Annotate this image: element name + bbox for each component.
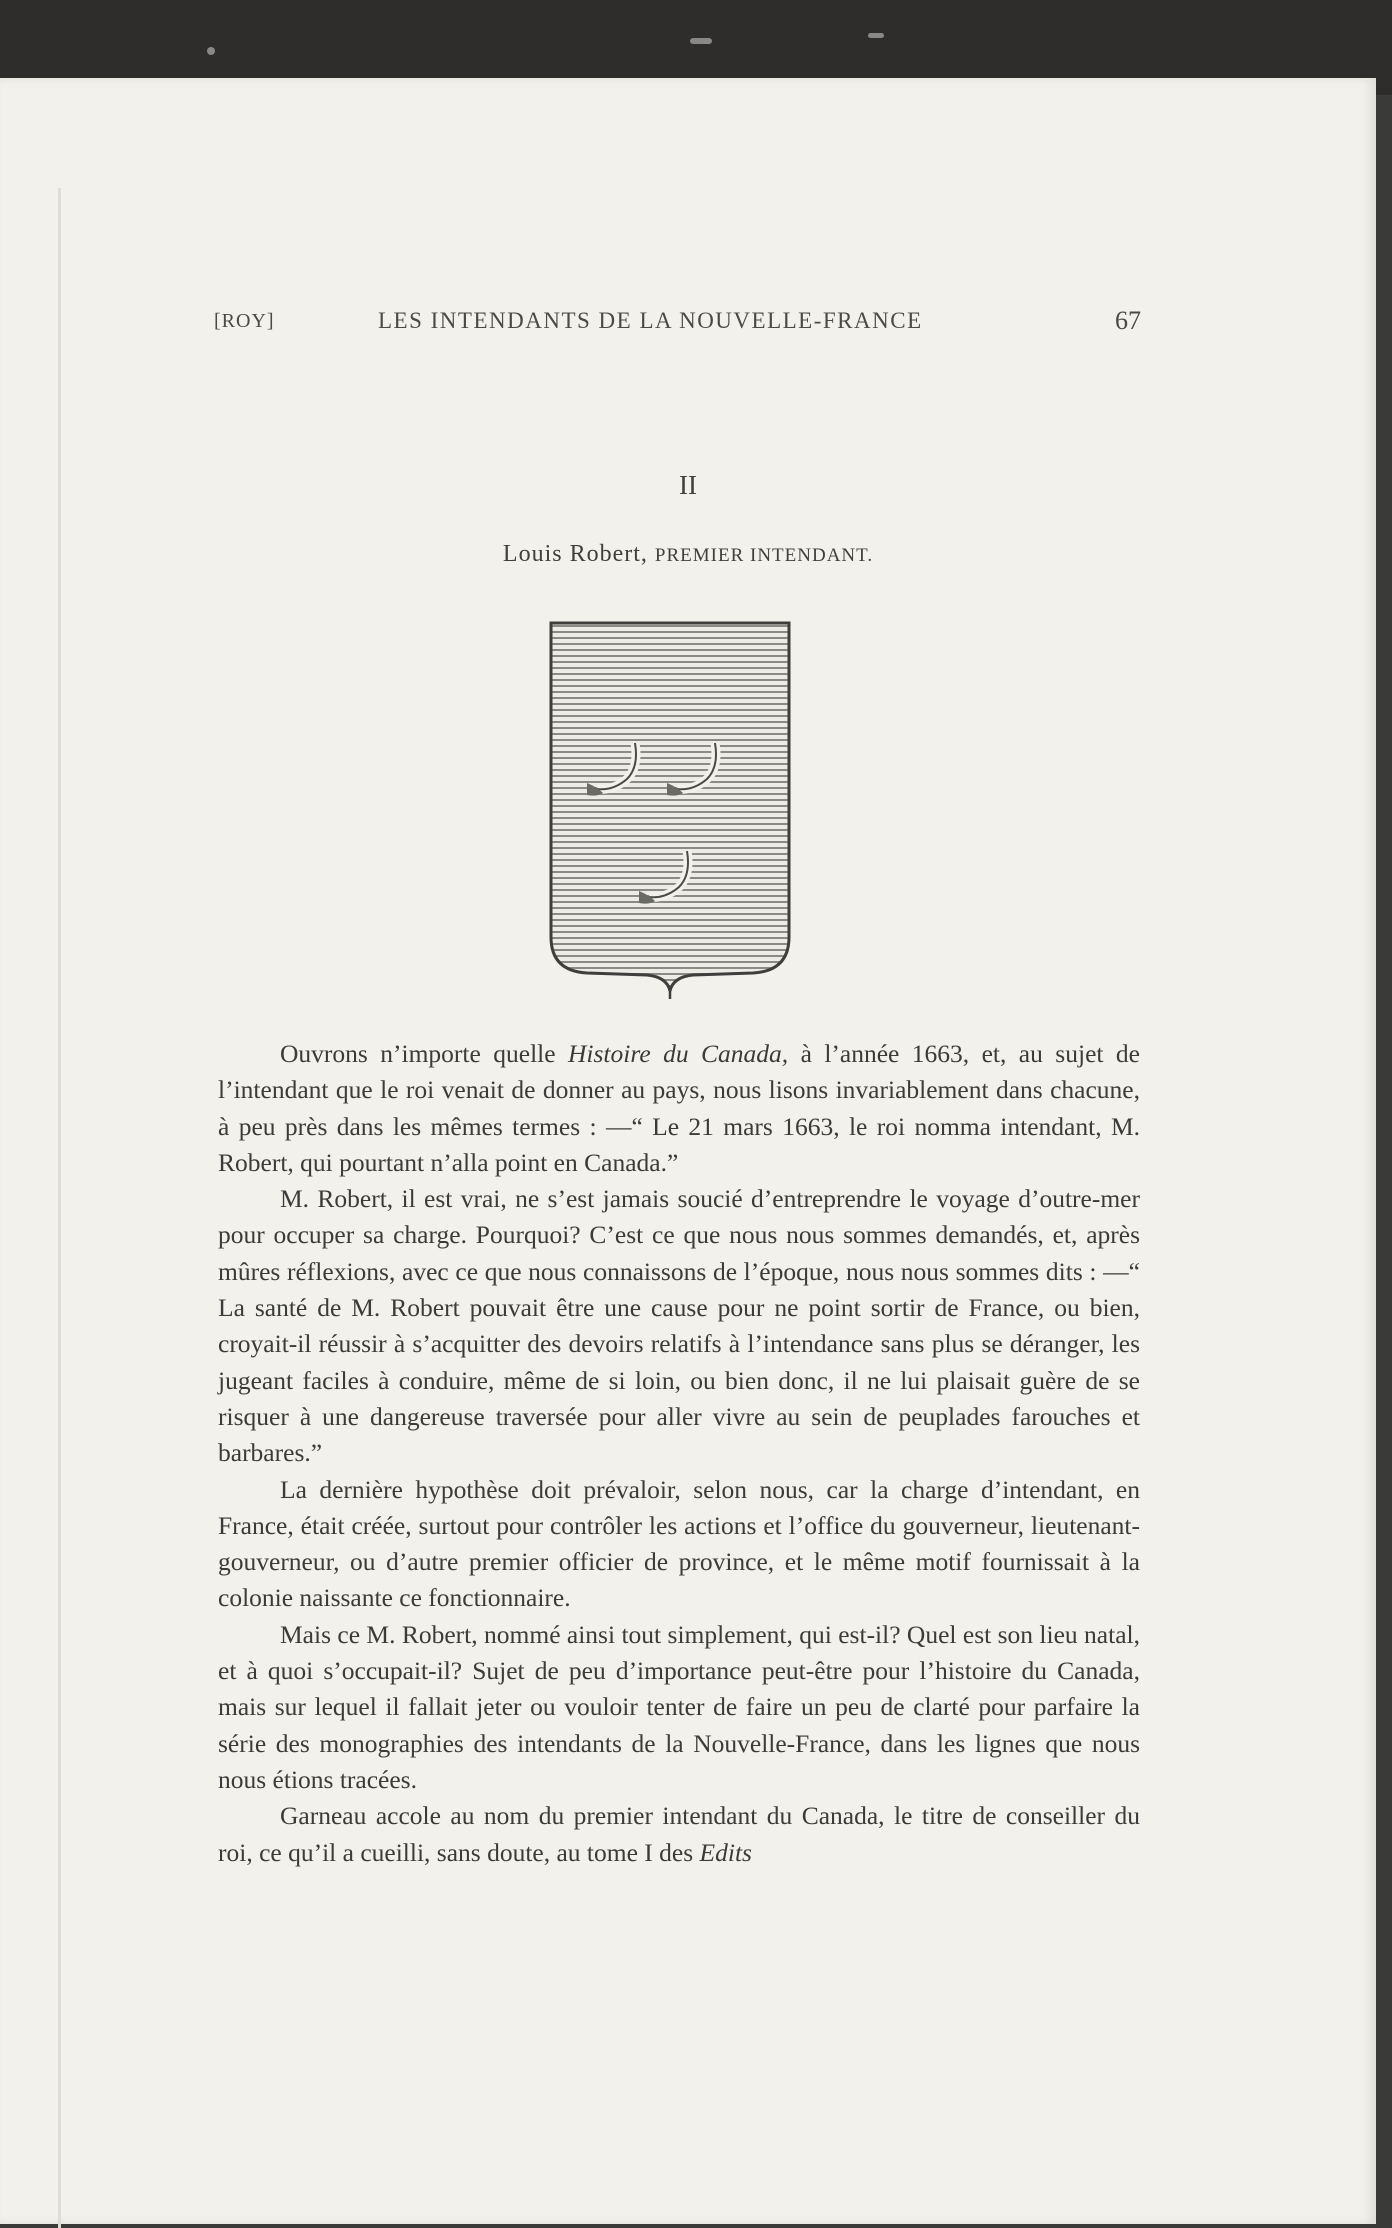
paragraph: M. Robert, il est vrai, ne s’est jamais soucié d’entreprendre le voyage d’outre-mer pour occuper sa charge. Pourquoi? C’est ce que nous nous sommes demandés, et, après mûres réflexions, avec ce que nous connaissons de l’époque, nous nous sommes dits : —“ La santé de M. Robert pouvait être une cause pour ne point sortir de France, ou bien, croyait-il réussir à s’acquitter des devoirs relatifs à l’intendance sans plus se déranger, les jugeant faciles à conduire, même de si loin, ou bien donc, il ne lui plaisait guère de se risquer à une dangereuse traversée pour aller vivre au sein de peuplades farouches et barbares.”	[218, 1184, 1140, 1468]
page-number: 67	[1115, 306, 1141, 335]
paragraph	[218, 1036, 1140, 1181]
paragraph	[218, 1798, 1140, 1871]
scan-speck	[868, 33, 884, 38]
book-title-italic: Edits	[699, 1837, 752, 1867]
scan-speck	[690, 38, 712, 44]
section-title-name: Louis Robert,	[502, 541, 648, 567]
running-head-tag: [ROY]	[214, 310, 275, 332]
paragraph-text: à l’année 1663, et, au sujet de l’intendant que le roi venait de donner au pays, nous lisons invariablement dans chacune, à peu près dans les mêmes termes : —“ Le 21 mars 1663, le roi nomma intendant, M. Robert, qui pourtant n’alla point en Canada.”	[218, 1039, 1140, 1177]
section-title	[0, 541, 1376, 568]
paragraph: Mais ce M. Robert, nommé ainsi tout simplement, qui est-il? Quel est son lieu natal, et à quoi s’occupait-il? Sujet de peu d’importance peut-être pour l’histoire du Canada, mais sur lequel il fallait jeter ou vouloir tenter de faire un peu de clarté pour parfaire la série des monographies des intendants de la Nouvelle-France, dans les lignes que nous nous étions tracées.	[218, 1619, 1140, 1794]
coat-of-arms-shield-icon	[547, 619, 793, 999]
body-text	[218, 1036, 1140, 1871]
book-page	[0, 78, 1376, 2224]
book-title-italic: Histoire du Canada,	[568, 1039, 789, 1068]
paragraph-text: Ouvrons n’importe quelle	[280, 1039, 568, 1068]
running-head	[214, 306, 1141, 346]
section-title-rest: PREMIER INTENDANT.	[654, 545, 874, 566]
paragraph: La dernière hypothèse doit prévaloir, selon nous, car la charge d’intendant, en France, était créée, surtout pour contrôler les actions et l’office du gouverneur, lieutenant-gouverneur, ou d’autre premier officier de province, et le même motif fournissait à la colonie naissante ce fonctionnaire.	[218, 1474, 1140, 1613]
section-number: II	[679, 470, 697, 500]
scan-speck	[207, 47, 215, 55]
running-head-title: LES INTENDANTS DE LA NOUVELLE-FRANCE	[378, 308, 923, 333]
paragraph-text: Garneau accole au nom du premier intendant du Canada, le titre de conseiller du roi, ce qu’il a cueilli, sans doute, au tome I des	[218, 1801, 1140, 1867]
